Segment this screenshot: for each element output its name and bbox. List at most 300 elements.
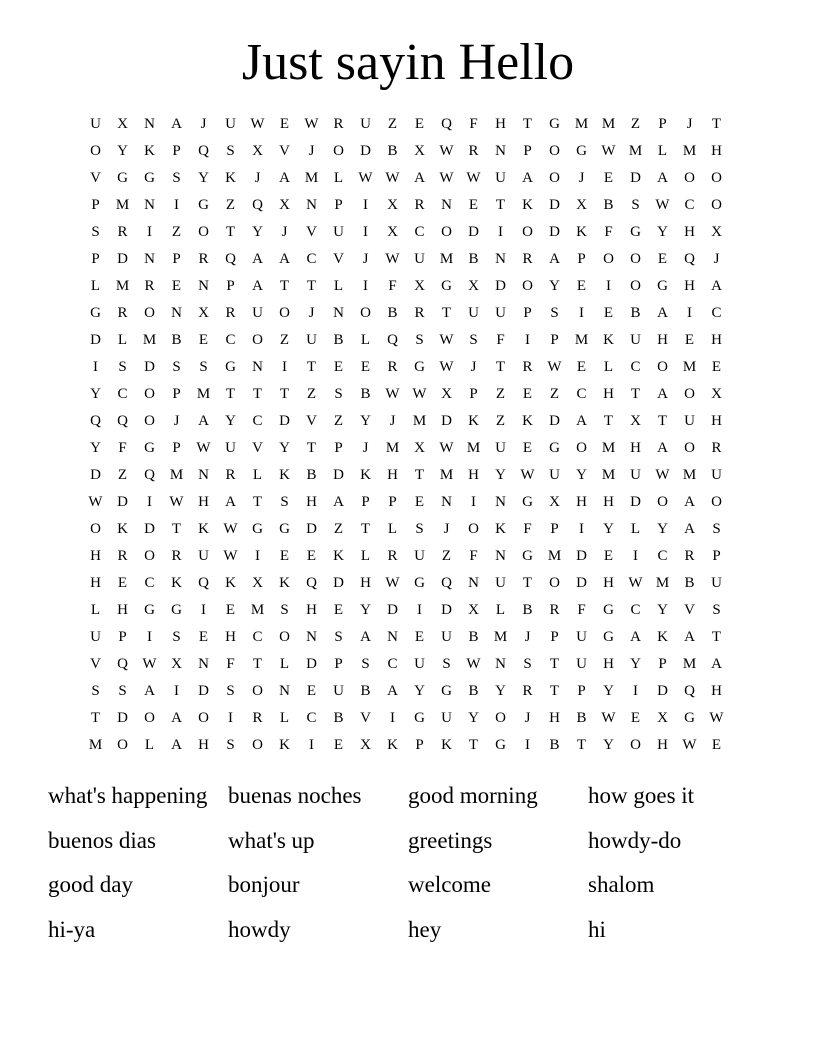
grid-letter: M [682,359,697,375]
grid-letter: C [252,629,263,645]
grid-letter: Y [414,683,425,699]
grid-letter: H [198,737,209,753]
word-list-item: hi [588,916,606,942]
grid-letter: P [172,440,181,456]
grid-letter: U [225,440,236,456]
grid-letter: N [144,251,155,267]
grid-letter: G [576,143,587,159]
grid-letter: I [633,683,638,699]
grid-letter: K [117,521,128,537]
grid-letter: U [630,467,641,483]
grid-letter: M [493,629,508,645]
grid-letter: H [711,683,722,699]
grid-letter: K [441,737,452,753]
grid-letter: Y [657,602,668,618]
grid-letter: V [684,602,695,618]
grid-letter: Q [441,116,452,132]
grid-letter: F [469,116,478,132]
grid-letter: I [282,359,287,375]
grid-letter: Y [468,710,479,726]
grid-letter: X [468,602,479,618]
grid-letter: X [711,224,722,240]
grid-letter: R [522,251,533,267]
grid-letter: T [252,656,263,672]
grid-letter: H [90,575,101,591]
grid-letter: Q [684,683,695,699]
grid-letter: S [469,332,478,348]
grid-letter: Q [684,251,695,267]
grid-letter: K [279,737,290,753]
grid-letter: H [225,629,236,645]
grid-letter: E [333,359,344,375]
grid-letter: N [468,575,479,591]
grid-letter: A [684,629,695,645]
grid-letter: J [578,170,585,186]
grid-letter: E [522,440,533,456]
grid-letter: O [684,386,695,402]
grid-letter: L [90,278,101,294]
grid-letter: U [198,548,209,564]
grid-letter: D [360,143,371,159]
grid-letter: Q [198,143,209,159]
grid-letter: P [118,629,127,645]
grid-letter: X [630,413,641,429]
grid-letter: B [603,197,614,213]
grid-letter: W [439,359,454,375]
grid-letter: D [549,197,560,213]
grid-letter: U [306,332,317,348]
grid-letter: A [576,413,587,429]
grid-letter: E [333,602,344,618]
grid-letter: P [361,494,370,510]
grid-letter: P [172,386,181,402]
grid-letter: T [495,197,506,213]
grid-letter: Z [117,467,128,483]
grid-letter: U [333,683,344,699]
grid-letter: U [333,224,344,240]
grid-letter: J [200,116,207,132]
grid-letter: E [279,116,290,132]
word-list-item: buenos dias [48,827,156,853]
grid-letter: Z [333,521,344,537]
grid-letter: G [657,278,668,294]
grid-letter: C [225,332,236,348]
grid-letter: Q [387,332,398,348]
word-list-item: howdy [228,916,291,942]
grid-letter: O [333,143,344,159]
grid-letter: A [279,251,290,267]
grid-letter: X [198,305,209,321]
grid-letter: R [333,116,344,132]
grid-letter: N [144,197,155,213]
grid-letter: U [441,710,452,726]
grid-letter: D [468,224,479,240]
grid-letter: W [682,737,697,753]
grid-letter: N [198,656,209,672]
grid-letter: A [387,683,398,699]
grid-letter: O [711,197,722,213]
grid-letter: N [441,494,452,510]
grid-letter: T [225,386,236,402]
grid-letter: W [385,170,400,186]
grid-letter: U [360,116,371,132]
grid-letter: K [144,143,155,159]
grid-letter: H [576,494,587,510]
grid-letter: O [144,386,155,402]
grid-letter: G [630,224,641,240]
grid-row [82,165,730,192]
grid-letter: U [414,656,425,672]
grid-letter: O [144,305,155,321]
grid-letter: W [250,116,265,132]
grid-letter: H [306,494,317,510]
grid-letter: M [439,467,454,483]
grid-letter: Z [225,197,236,213]
grid-letter: Y [360,602,371,618]
grid-letter: O [684,440,695,456]
grid-letter: I [147,224,152,240]
grid-letter: E [603,548,614,564]
grid-letter: F [388,278,397,294]
grid-letter: E [657,251,668,267]
grid-letter: Y [603,521,614,537]
word-list-item: good day [48,872,133,898]
grid-letter: C [306,710,317,726]
grid-letter: P [577,251,586,267]
grid-letter: P [226,278,235,294]
grid-letter: G [252,521,263,537]
grid-letter: I [147,494,152,510]
grid-letter: X [171,656,182,672]
grid-letter: H [711,332,722,348]
grid-letter: X [441,386,452,402]
grid-letter: P [172,251,181,267]
grid-letter: A [414,170,425,186]
grid-letter: Q [144,467,155,483]
grid-letter: H [603,575,614,591]
word-list-item: buenas noches [228,783,362,808]
grid-letter: B [576,710,587,726]
grid-letter: O [252,737,263,753]
grid-letter: L [117,332,128,348]
grid-letter: P [550,629,559,645]
grid-letter: M [628,143,643,159]
word-list-item: how goes it [588,783,695,808]
grid-letter: H [630,440,641,456]
grid-letter: F [469,548,478,564]
grid-letter: P [388,494,397,510]
grid-row [82,111,730,138]
grid-letter: N [441,197,452,213]
grid-letter: E [711,737,722,753]
grid-letter: L [90,602,101,618]
grid-letter: P [523,143,532,159]
grid-letter: A [657,440,668,456]
grid-letter: B [522,602,533,618]
grid-letter: J [173,413,180,429]
grid-letter: M [169,467,184,483]
grid-letter: G [549,440,560,456]
grid-letter: N [144,116,155,132]
grid-letter: A [144,683,155,699]
grid-letter: G [603,602,614,618]
grid-letter: Q [117,656,128,672]
grid-letter: R [387,548,398,564]
grid-letter: S [91,224,100,240]
grid-letter: G [225,359,236,375]
grid-letter: M [574,332,589,348]
grid-letter: B [468,251,479,267]
grid-letter: H [468,467,479,483]
grid-letter: T [225,224,236,240]
grid-letter: C [252,413,263,429]
grid-letter: R [387,359,398,375]
grid-letter: T [306,359,317,375]
word-list-item: hi-ya [48,916,96,942]
grid-letter: T [414,467,425,483]
grid-letter: J [308,143,315,159]
grid-letter: R [414,305,425,321]
grid-row [82,273,730,300]
grid-letter: O [549,575,560,591]
grid-letter: N [495,143,506,159]
grid-letter: H [711,413,722,429]
grid-letter: K [387,737,398,753]
grid-letter: U [684,413,695,429]
grid-letter: S [118,359,127,375]
grid-letter: E [576,359,587,375]
grid-letter: W [169,494,184,510]
grid-letter: Y [90,386,101,402]
grid-letter: R [549,602,560,618]
grid-letter: Y [603,737,614,753]
grid-letter: G [495,737,506,753]
grid-letter: D [117,710,128,726]
grid-letter: V [279,143,290,159]
grid-letter: W [385,251,400,267]
grid-letter: L [333,170,344,186]
grid-letter: P [658,116,667,132]
grid-letter: E [414,116,425,132]
grid-letter: B [306,467,317,483]
grid-letter: W [709,710,724,726]
grid-letter: F [604,224,613,240]
grid-letter: V [360,710,371,726]
grid-letter: M [412,413,427,429]
grid-letter: M [466,440,481,456]
grid-letter: U [495,440,506,456]
grid-letter: I [174,683,179,699]
grid-letter: Z [171,224,182,240]
grid-letter: W [142,656,157,672]
grid-letter: G [144,602,155,618]
grid-letter: S [226,683,235,699]
grid-letter: I [390,710,395,726]
grid-letter: E [522,386,533,402]
grid-letter: Z [333,413,344,429]
grid-letter: U [468,305,479,321]
grid-letter: Q [198,575,209,591]
grid-letter: A [225,494,236,510]
grid-letter: R [684,548,695,564]
grid-row [82,543,730,570]
grid-letter: T [279,278,290,294]
grid-letter: R [117,305,128,321]
grid-letter: E [306,683,317,699]
grid-letter: C [387,656,398,672]
grid-letter: O [90,143,101,159]
grid-letter: B [684,575,695,591]
grid-letter: W [601,710,616,726]
grid-letter: D [576,548,587,564]
grid-letter: H [657,737,668,753]
grid-letter: U [495,575,506,591]
grid-letter: H [603,386,614,402]
grid-letter: I [228,710,233,726]
grid-letter: W [628,575,643,591]
grid-letter: D [630,170,641,186]
grid-letter: S [712,602,721,618]
grid-letter: U [711,575,722,591]
grid-letter: L [360,548,371,564]
grid-row [82,138,730,165]
grid-letter: M [682,656,697,672]
grid-letter: W [223,548,238,564]
grid-letter: W [88,494,103,510]
grid-letter: J [362,440,369,456]
word-list-item: what's happening [48,783,208,808]
grid-letter: E [306,548,317,564]
grid-letter: V [333,251,344,267]
grid-letter: G [117,170,128,186]
grid-letter: O [711,170,722,186]
grid-letter: W [196,440,211,456]
grid-letter: L [279,656,290,672]
grid-letter: O [576,440,587,456]
grid-letter: G [414,359,425,375]
grid-letter: L [603,359,614,375]
grid-letter: A [657,170,668,186]
grid-letter: M [574,116,589,132]
grid-letter: G [549,116,560,132]
grid-letter: O [495,710,506,726]
word-list [48,776,768,954]
grid-letter: Q [117,413,128,429]
grid-letter: M [439,251,454,267]
grid-letter: E [603,305,614,321]
grid-letter: Q [306,575,317,591]
grid-letter: Z [441,548,452,564]
grid-letter: F [496,332,505,348]
grid-letter: F [118,440,127,456]
grid-letter: O [144,710,155,726]
grid-letter: U [711,467,722,483]
grid-letter: M [682,143,697,159]
grid-letter: B [360,683,371,699]
grid-letter: B [387,305,398,321]
grid-letter: E [684,332,695,348]
grid-letter: O [279,629,290,645]
grid-letter: C [576,386,587,402]
word-list-item: what's up [228,827,315,853]
grid-letter: S [415,521,424,537]
grid-letter: C [630,602,641,618]
grid-letter: T [468,737,479,753]
grid-letter: X [414,440,425,456]
grid-letter: I [606,278,611,294]
grid-letter: A [171,737,182,753]
grid-letter: W [547,359,562,375]
grid-row [82,219,730,246]
grid-row [82,462,730,489]
grid-letter: D [306,656,317,672]
grid-letter: O [360,305,371,321]
grid-letter: D [549,224,560,240]
grid-letter: K [279,467,290,483]
grid-letter: H [360,575,371,591]
grid-letter: U [549,467,560,483]
grid-letter: O [549,143,560,159]
grid-letter: G [522,548,533,564]
grid-letter: E [414,629,425,645]
grid-letter: M [547,548,562,564]
grid-letter: B [360,386,371,402]
grid-letter: T [711,629,722,645]
grid-letter: O [198,710,209,726]
grid-letter: N [171,305,182,321]
grid-letter: M [601,116,616,132]
grid-letter: T [657,413,668,429]
grid-letter: M [385,440,400,456]
grid-letter: S [172,359,181,375]
grid-letter: O [90,521,101,537]
grid-letter: R [225,467,236,483]
grid-letter: O [441,224,452,240]
grid-letter: I [147,629,152,645]
grid-letter: G [198,197,209,213]
grid-letter: J [686,116,693,132]
grid-letter: H [711,143,722,159]
grid-letter: G [171,602,182,618]
grid-letter: G [441,278,452,294]
word-list-item: howdy-do [588,827,682,853]
grid-letter: N [252,359,263,375]
grid-letter: X [468,278,479,294]
word-list-item: hey [408,916,442,942]
grid-letter: D [333,575,344,591]
grid-letter: L [657,143,668,159]
grid-letter: T [279,386,290,402]
grid-letter: C [117,386,128,402]
grid-letter: O [252,683,263,699]
grid-letter: H [603,494,614,510]
grid-letter: O [630,278,641,294]
grid-letter: B [549,737,560,753]
grid-letter: S [199,359,208,375]
grid-letter: O [711,494,722,510]
grid-letter: B [333,710,344,726]
grid-letter: K [495,521,506,537]
grid-letter: S [442,656,451,672]
grid-letter: A [198,413,209,429]
grid-letter: U [495,170,506,186]
grid-letter: J [443,521,450,537]
grid-letter: D [279,413,290,429]
grid-letter: S [172,170,181,186]
grid-letter: D [117,251,128,267]
grid-letter: I [363,197,368,213]
grid-letter: T [549,656,560,672]
